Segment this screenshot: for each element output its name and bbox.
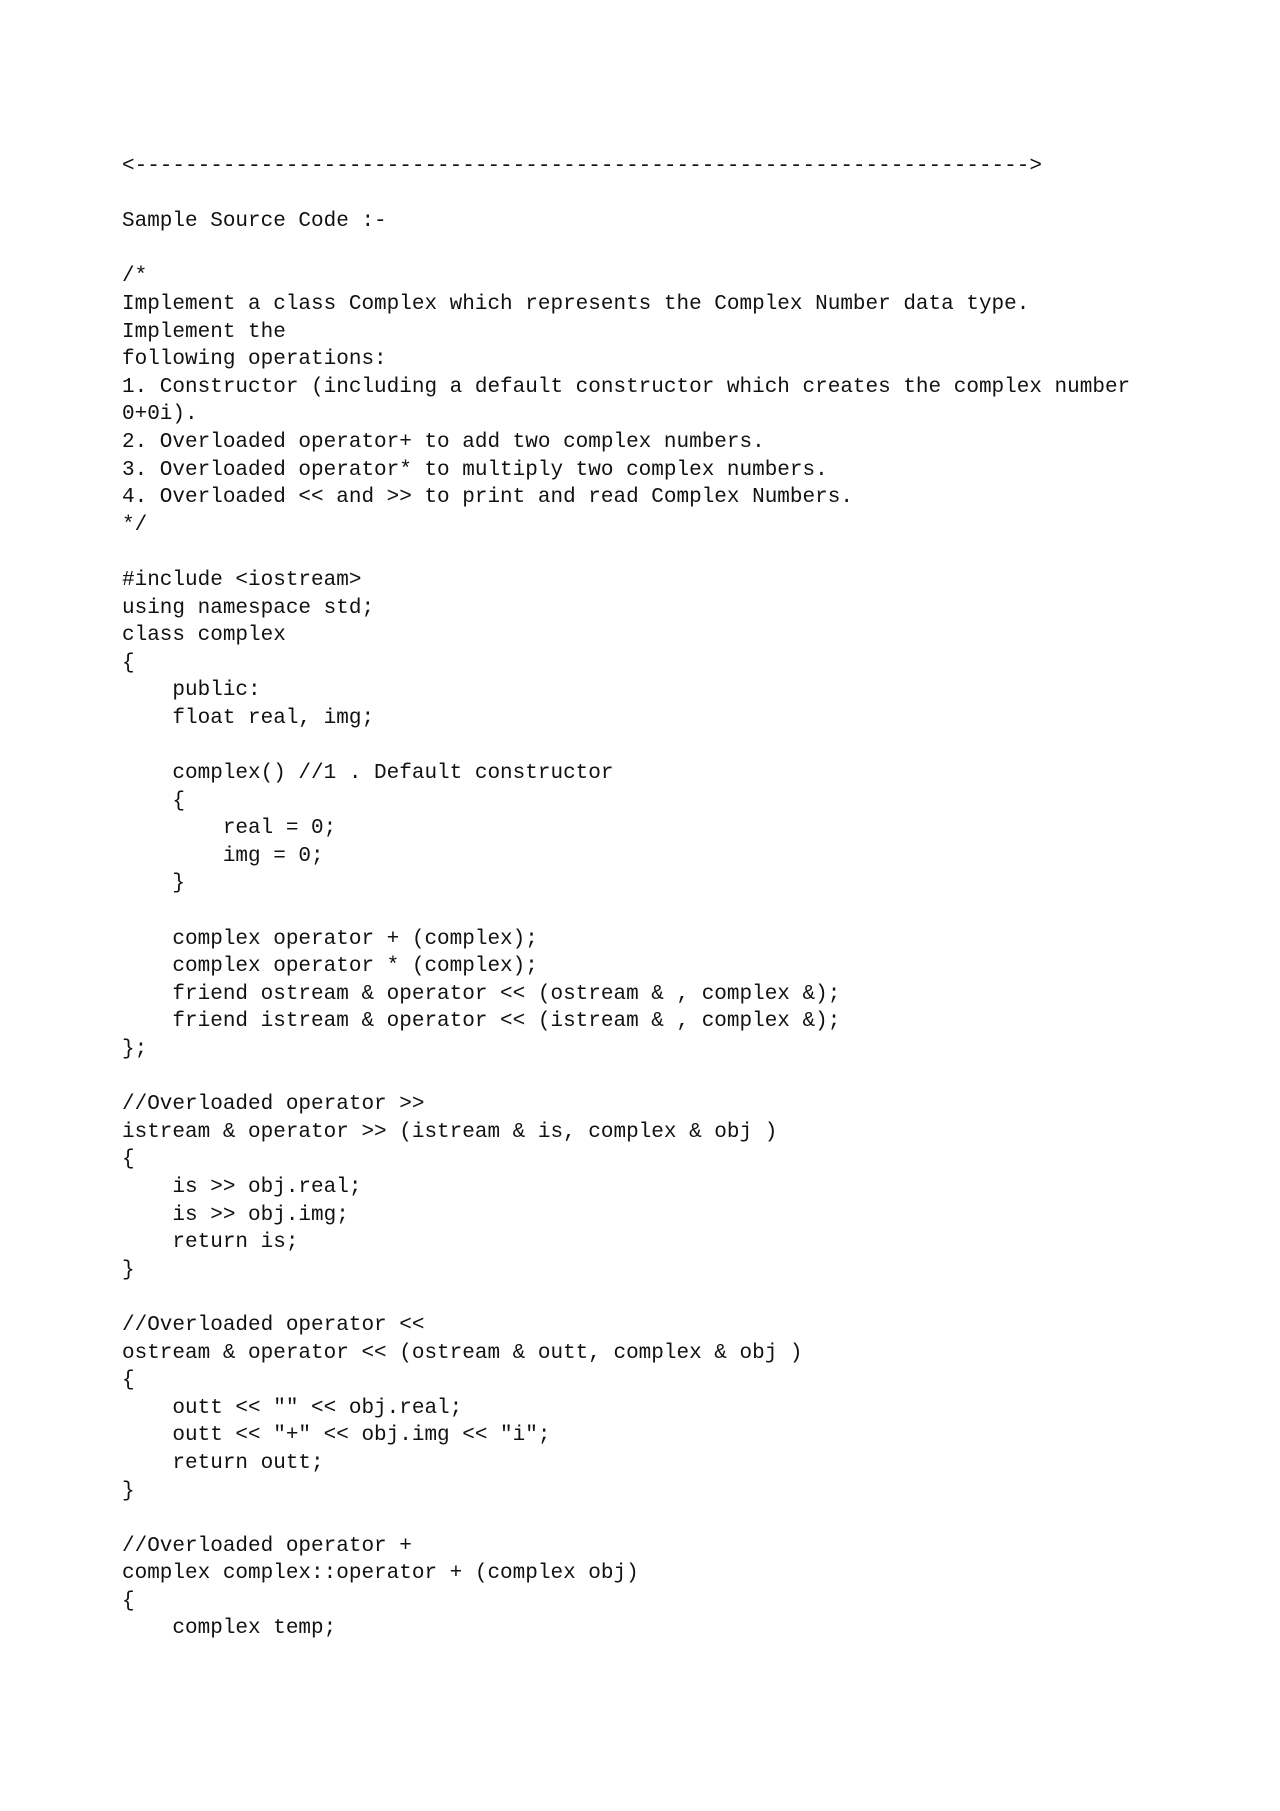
code-line: complex operator * (complex); [122,955,538,979]
source-code-document [122,153,1130,1643]
code-line: complex() //1 . Default constructor [122,762,614,786]
code-line: is >> obj.real; [122,1175,362,1199]
code-line: 1. Constructor (including a default constructor which creates the complex number [122,375,1131,399]
blank-line [122,1284,1130,1312]
code-line: is >> obj.img; [122,1203,349,1227]
code-line: } [122,872,186,896]
code-line: 4. Overloaded << and >> to print and read Complex Numbers. [122,486,853,510]
code-line: */ [122,513,148,537]
code-line: istream & operator >> (istream & is, complex & obj ) [122,1120,778,1144]
code-line: return is; [122,1231,299,1255]
code-line: } [122,1479,135,1503]
blank-line [122,539,1130,567]
code-line: using namespace std; [122,596,375,620]
code-line: Implement the [122,320,286,344]
code-line: 2. Overloaded operator+ to add two complex numbers. [122,430,765,454]
code-line: real = 0; [122,817,337,841]
code-line: float real, img; [122,706,375,730]
code-line: { [122,651,135,675]
blank-line [122,1064,1130,1092]
code-line: 0+0i). [122,403,198,427]
code-line: outt << "+" << obj.img << "i"; [122,1424,551,1448]
code-line: outt << "" << obj.real; [122,1396,463,1420]
code-line: //Overloaded operator >> [122,1093,425,1117]
separator-line: <-----------------------------------------------------------------------> [122,155,1042,178]
section-heading: Sample Source Code :- [122,210,387,234]
blank-line [122,1505,1130,1533]
code-line: { [122,1369,135,1393]
code-line: { [122,789,186,813]
blank-line [122,236,1130,264]
code-line: friend istream & operator << (istream & , complex &); [122,1010,841,1034]
code-line: friend ostream & operator << (ostream & , complex &); [122,982,841,1006]
code-line: complex operator + (complex); [122,927,538,951]
blank-line [122,898,1130,926]
code-line: { [122,1148,135,1172]
code-line: }; [122,1038,148,1061]
code-line: class complex [122,624,286,648]
code-line: /* [122,265,148,289]
code-line: following operations: [122,348,387,372]
code-line: #include <iostream> [122,568,362,592]
code-line: //Overloaded operator + [122,1534,412,1558]
code-line: return outt; [122,1451,324,1475]
code-line: complex complex::operator + (complex obj) [122,1562,639,1586]
blank-line [122,732,1130,760]
code-line: ostream & operator << (ostream & outt, complex & obj ) [122,1341,803,1365]
code-line: } [122,1258,135,1282]
code-line: complex temp; [122,1617,337,1641]
code-line: { [122,1589,135,1613]
code-line: img = 0; [122,844,324,868]
code-line: Implement a class Complex which represents the Complex Number data type. [122,292,1030,316]
code-line: 3. Overloaded operator* to multiply two complex numbers. [122,458,828,482]
code-line: //Overloaded operator << [122,1313,425,1337]
code-line: public: [122,679,261,703]
blank-line [122,181,1130,209]
